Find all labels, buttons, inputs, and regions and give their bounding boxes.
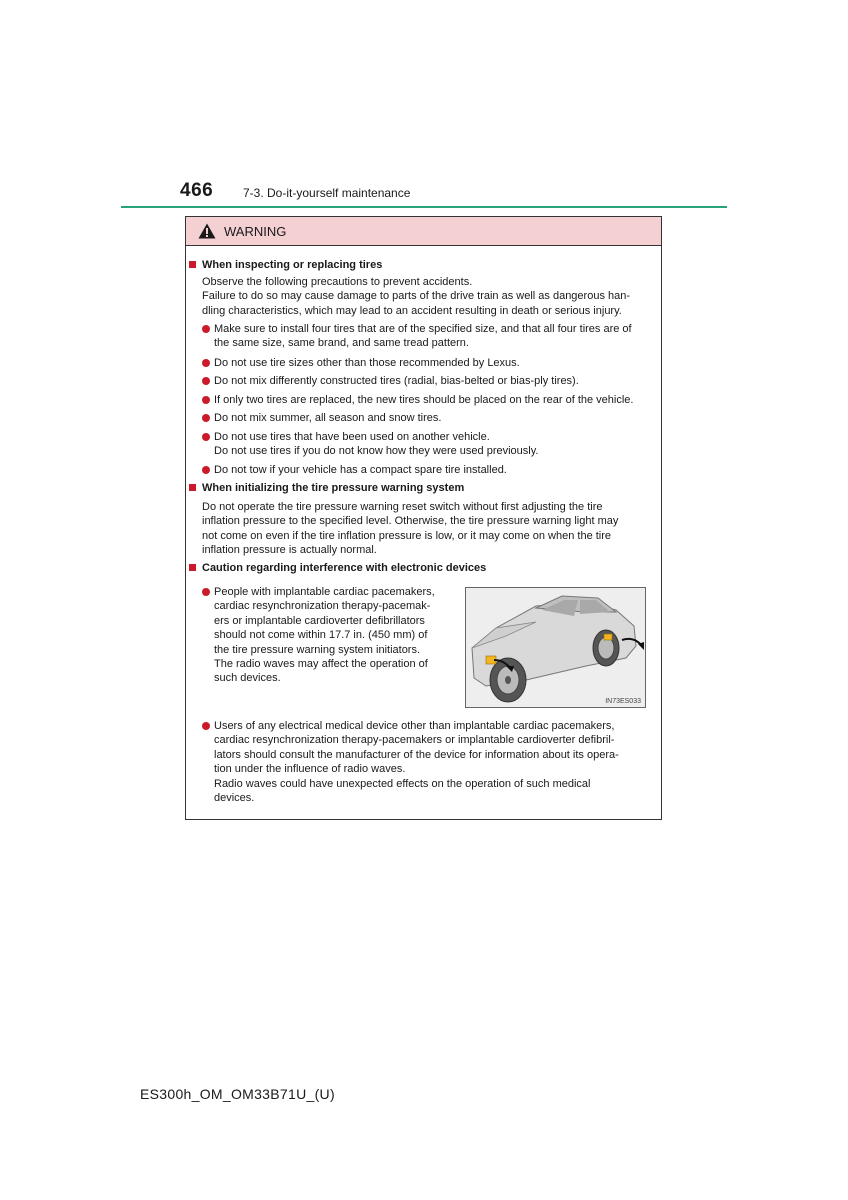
bullet-dot-icon <box>202 325 210 333</box>
list-item: Do not mix differently constructed tires (radial, bias-belted or bias-ply tires). <box>202 374 657 388</box>
page-number: 466 <box>180 180 214 201</box>
warning-box <box>185 216 662 820</box>
square-bullet-icon <box>189 261 196 268</box>
car-illustration <box>465 587 646 708</box>
list-item: People with implantable cardiac pacemakers, cardiac resynchronization therapy-pacemak- ers or implantable cardioverter defibrillators should not come within 17.7 in. (450 mm) of the tire pressure warning system initiators. The radio waves may affect the operation of such devices. <box>202 585 454 686</box>
square-bullet-icon <box>189 564 196 571</box>
bullet-dot-icon <box>202 466 210 474</box>
document-code-footer: ES300h_OM_OM33B71U_(U) <box>140 1086 335 1102</box>
warning-title: WARNING <box>224 223 287 239</box>
section-body: Do not operate the tire pressure warning reset switch without first adjusting the tire inflation pressure to the specified level. Otherwise, the tire pressure warning light may not come on even if the tire inflation pressure is low, or it may come on when the tire inflation pressure is actually normal. <box>202 501 619 557</box>
section-heading: Caution regarding interference with electronic devices <box>189 561 486 575</box>
list-item: Do not use tires that have been used on another vehicle. Do not use tires if you do not know how they were used previously. <box>202 430 657 459</box>
warning-triangle-icon <box>198 223 216 239</box>
bullet-dot-icon <box>202 377 210 385</box>
bullet-dot-icon <box>202 433 210 441</box>
warning-header <box>186 217 661 246</box>
square-bullet-icon <box>189 484 196 491</box>
bullet-dot-icon <box>202 722 210 730</box>
list-item: Do not mix summer, all season and snow tires. <box>202 411 657 425</box>
bullet-dot-icon <box>202 588 210 596</box>
section-title: 7-3. Do-it-yourself maintenance <box>243 186 411 200</box>
list-item: Make sure to install four tires that are of the specified size, and that all four tires are of the same size, same brand, and same tread pattern. <box>202 322 657 351</box>
list-item: Do not tow if your vehicle has a compact spare tire installed. <box>202 463 657 477</box>
section-intro: Observe the following precautions to prevent accidents. Failure to do so may cause damage to parts of the drive train as well as dangerous han- dling characteristics, which may lead to an accident resulting in death or serious injury. <box>202 276 631 317</box>
list-item: Do not use tire sizes other than those recommended by Lexus. <box>202 356 657 370</box>
list-item: If only two tires are replaced, the new tires should be placed on the rear of the vehicle. <box>202 393 657 407</box>
bullet-dot-icon <box>202 359 210 367</box>
bullet-dot-icon <box>202 396 210 404</box>
illustration-code: IN73ES033 <box>605 698 641 705</box>
section-heading: When initializing the tire pressure warning system <box>189 481 464 495</box>
section-heading: When inspecting or replacing tires <box>189 258 382 272</box>
list-item: Users of any electrical medical device other than implantable cardiac pacemakers, cardiac resynchronization therapy-pacemakers or implantable cardioverter defibril- lators should consult the manufacturer of the device for information about its opera- tion under the influence of radio waves. Radio waves could have unexpected effects on the operation of such medical devices. <box>202 719 657 805</box>
bullet-dot-icon <box>202 414 210 422</box>
header-divider <box>121 206 727 208</box>
car-sensor-diagram-icon <box>466 588 645 707</box>
